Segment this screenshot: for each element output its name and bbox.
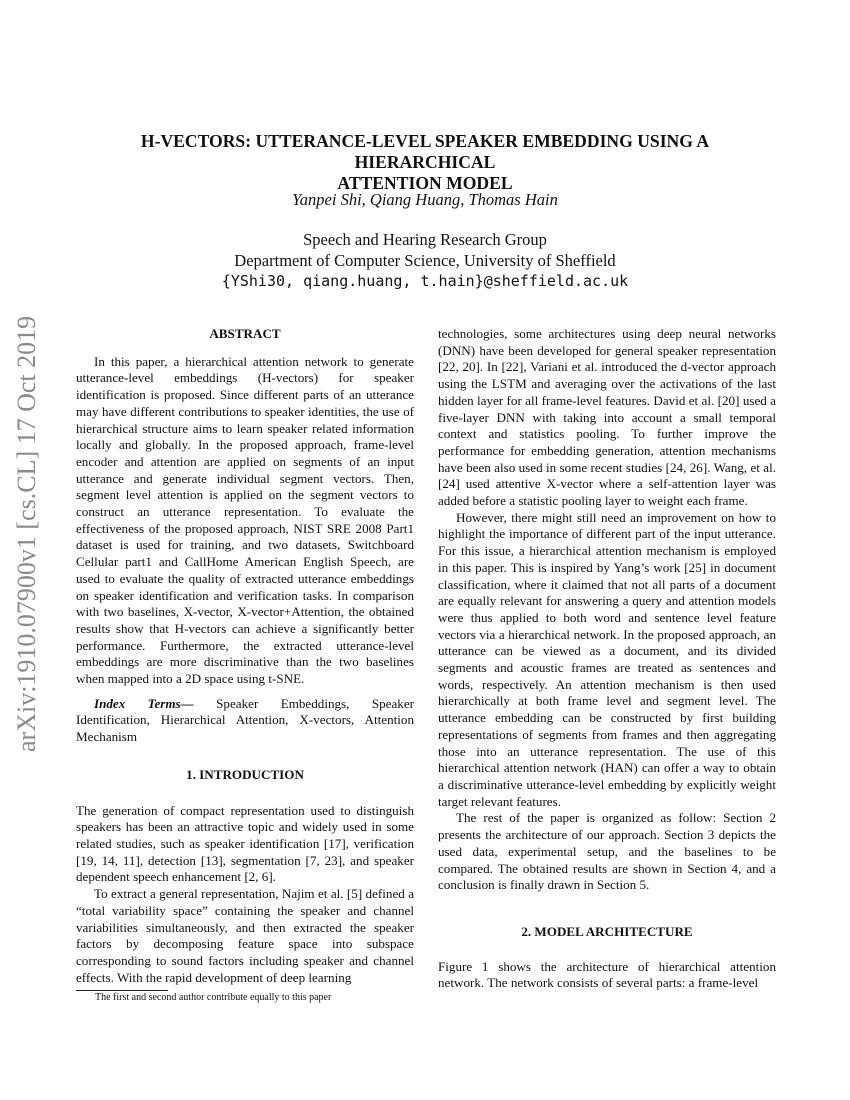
footnote: The first and second author contribute equally to this paper	[95, 992, 332, 1003]
intro-paragraph-3: technologies, some architectures using deep neural networks (DNN) have been developed for general speaker representation [22, 20]. In [22], Variani et al. introduced the d-vector approach using the LSTM and averaging over the activations of the last hidden layer for all frame-level features. David et al. [20] used a five-layer DNN with taking into account a small temporal context and statistics pooling. To further improve the performance for embedding generation, attention mechanisms have been also used in some recent studies [24, 26]. Wang, et al. [24] used attentive X-vector where a self-attention layer was added before a statistic pooling layer to weight each frame.	[438, 326, 776, 509]
abstract-heading: ABSTRACT	[209, 326, 281, 341]
footnote-rule	[76, 990, 168, 991]
author-list: Yanpei Shi, Qiang Huang, Thomas Hain	[292, 190, 558, 209]
intro-paragraph-4: However, there might still need an improvement on how to highlight the importance of different part of the input utterance. For this issue, a hierarchical attention mechanism is employed in this paper. This is inspired by Yang’s work [25] in document classification, where it claimed that not all parts of a document are equally relevant for answering a query and attention models were thus applied to both word and sentence level feature vectors via a hierarchical network. In the proposed approach, an utterance can be viewed as a document, and its divided segments and acoustic frames are treated as sentences and words, respectively. An attention mechanism is then used hierarchically at both frame level and segment level. The utterance embedding can be constructed by first building representations of segments from frames and then aggregating those into an utterance representation. The use of this hierarchical attention network (HAN) can offer a way to obtain a discriminative utterance-level embedding by explicitly weight target relevant features.	[438, 509, 776, 809]
paper-title	[70, 131, 780, 194]
abstract-text: In this paper, a hierarchical attention network to generate utterance-level embeddings (H-vectors) for speaker identification is proposed. Since different parts of an utterance may have different contributions to speaker identities, the use of hierarchical structure aims to learn speaker related information locally and globally. In the proposed approach, frame-level encoder and attention are applied on segments of an input utterance and generate individual segment vectors. Then, segment level attention is applied on the segment vectors to construct an utterance representation. To evaluate the effectiveness of the proposed approach, NIST SRE 2008 Part1 dataset is used for training, and two datasets, Switchboard Cellular part1 and CallHome American English Speech, are used to evaluate the quality of extracted utterance embeddings on speaker identification and verification tasks. In comparison with two baselines, X-vector, X-vector+Attention, the obtained results show that H-vectors can achieve a significantly better performance. Furthermore, the extracted utterance-level embeddings are more discriminative than the two baselines when mapped into a 2D space using t-SNE.	[76, 353, 414, 687]
section-1-heading: 1. INTRODUCTION	[186, 766, 304, 782]
intro-paragraph-1: The generation of compact representation used to distinguish speakers has been an attractive topic and widely used in some related studies, such as speaker identification [17], verification [19, 14, 11], detection [13], segmentation [7, 23], and speaker dependent speech enhancement [2, 6].	[76, 802, 414, 885]
left-column	[76, 326, 414, 986]
section-2-heading: 2. MODEL ARCHITECTURE	[521, 923, 693, 939]
affiliation-block	[70, 230, 780, 292]
index-terms-label: Index Terms—	[94, 695, 194, 711]
intro-paragraph-5: The rest of the paper is organized as follow: Section 2 presents the architecture of our approach. Section 3 depicts the used data, experimental setup, and the baselines to be compared. The obtained results are shown in Section 4, and a conclusion is finally drawn in Section 5.	[438, 810, 776, 893]
title-line-2: ATTENTION MODEL	[337, 173, 513, 193]
arxiv-id-text: arXiv:1910.07900v1 [cs.CL] 17 Oct 2019	[12, 315, 41, 752]
author-emails: {YShi30, qiang.huang, t.hain}@sheffield.ac.uk	[221, 272, 629, 290]
section-2-paragraph-1: Figure 1 shows the architecture of hierarchical attention network. The network consists of several parts: a frame-level	[438, 958, 776, 991]
title-line-1: H-VECTORS: UTTERANCE-LEVEL SPEAKER EMBEDDING USING A HIERARCHICAL	[140, 131, 710, 172]
right-column	[438, 326, 776, 992]
index-terms	[76, 696, 414, 746]
affiliation-group: Speech and Hearing Research Group	[303, 230, 547, 249]
intro-paragraph-2: To extract a general representation, Najim et al. [5] defined a “total variability space” containing the speaker and channel variabilities simultaneously, and then extracted the speaker factors by decomposing feature space into subspace corresponding to sound factors including speaker and channel effects. With the rapid development of deep learning	[76, 886, 414, 985]
affiliation-department: Department of Computer Science, University of Sheffield	[234, 250, 616, 270]
index-terms-list: Speaker Embeddings, Speaker Identification, Hierarchical Attention, X-vectors, Attention Mechanism	[76, 695, 414, 745]
arxiv-identifier-stamp	[2, 300, 46, 755]
